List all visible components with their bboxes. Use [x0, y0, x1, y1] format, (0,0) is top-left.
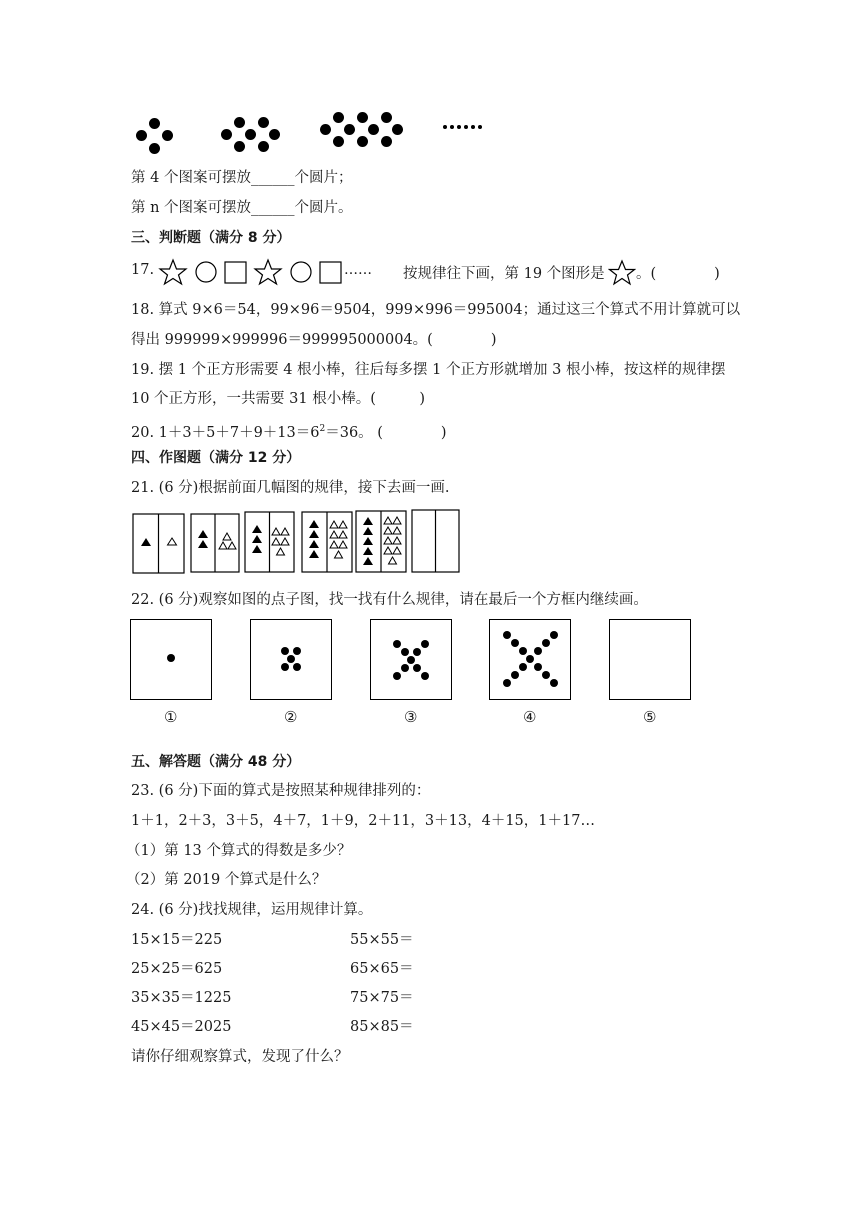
figure-label-4: ④ — [523, 708, 537, 726]
triangle-pattern-figures — [130, 508, 470, 578]
star-icon — [160, 260, 186, 284]
square-icon — [320, 262, 341, 283]
figure-label-2: ② — [284, 708, 298, 726]
figure-label-3: ③ — [404, 708, 418, 726]
question-17-number: 17. — [131, 262, 155, 278]
question-nth-figure: 第 n 个图案可摆放______个圆片。 — [131, 200, 353, 216]
square-icon — [225, 262, 246, 283]
dot-box-4 — [489, 619, 571, 700]
question-23-heading: 23. (6 分)下面的算式是按照某种规律排列的： — [131, 783, 431, 799]
question-24-footer: 请你仔细观察算式，发现了什么？ — [131, 1049, 349, 1065]
equation-right-2: 65×65＝ — [350, 961, 414, 977]
question-20-expression: 20. 1＋3＋5＋7＋9＋13＝6 — [131, 424, 320, 441]
section-title-solving: 五、解答题（满分 48 分） — [131, 754, 301, 770]
question-23-part-2: （2）第 2019 个算式是什么？ — [126, 872, 327, 888]
figure-label-1: ① — [164, 708, 178, 726]
equation-left-2: 25×25＝625 — [131, 961, 223, 977]
question-22-text: 22. (6 分)观察如图的点子图，找一找有什么规律，请在最后一个方框内继续画。 — [131, 592, 648, 608]
question-19-line-1: 19. 摆 1 个正方形需要 4 根小棒，往后每多摆 1 个正方形就增加 3 根小棒，按这样的规律摆 — [131, 362, 726, 378]
figure-label-5: ⑤ — [643, 708, 657, 726]
circle-icon — [196, 262, 216, 282]
question-17-text: 按规律往下画，第 19 个图形是 — [403, 266, 605, 282]
question-17 — [131, 258, 771, 288]
dot-box-3 — [370, 619, 452, 700]
equation-right-3: 75×75＝ — [350, 990, 414, 1006]
section-title-drawing: 四、作图题（满分 12 分） — [131, 450, 301, 466]
question-20 — [131, 419, 447, 443]
question-fourth-figure: 第 4 个图案可摆放______个圆片； — [131, 170, 353, 186]
question-19-line-2: 10 个正方形，一共需要 31 根小棒。( ) — [131, 391, 426, 407]
question-18-line-1: 18. 算式 9×6＝54，99×96＝9504，999×996＝995004；通过这三个算式不用计算就可以 — [131, 302, 741, 318]
dot-box-5-empty[interactable] — [609, 619, 691, 700]
question-21-text: 21. (6 分)根据前面几幅图的规律，接下去画一画. — [131, 480, 450, 496]
sequence-ellipsis: …… — [344, 262, 372, 278]
question-20-result: ＝36。 ( ) — [325, 424, 447, 441]
dot-box-2 — [250, 619, 332, 700]
question-17-answer-blank: 。( ) — [636, 266, 720, 282]
star-icon — [255, 260, 281, 284]
equation-left-4: 45×45＝2025 — [131, 1019, 232, 1035]
dot-box-1 — [130, 619, 212, 700]
question-23-part-1: （1）第 13 个算式的得数是多少？ — [126, 843, 352, 859]
circle-pattern-figures — [0, 0, 860, 160]
equation-left-1: 15×15＝225 — [131, 932, 223, 948]
section-title-judgement: 三、判断题（满分 8 分） — [131, 230, 291, 246]
equation-left-3: 35×35＝1225 — [131, 990, 232, 1006]
question-24-heading: 24. (6 分)找找规律，运用规律计算。 — [131, 902, 373, 918]
question-20-exponent: 2 — [319, 424, 326, 434]
circle-icon — [291, 262, 311, 282]
question-23-sequence: 1＋1，2＋3，3＋5，4＋7，1＋9，2＋11，3＋13，4＋15，1＋17… — [131, 813, 595, 829]
equation-right-4: 85×85＝ — [350, 1019, 414, 1035]
equation-right-1: 55×55＝ — [350, 932, 414, 948]
question-18-line-2: 得出 999999×999996＝999995000004。( ) — [131, 332, 497, 348]
star-icon — [608, 259, 636, 287]
